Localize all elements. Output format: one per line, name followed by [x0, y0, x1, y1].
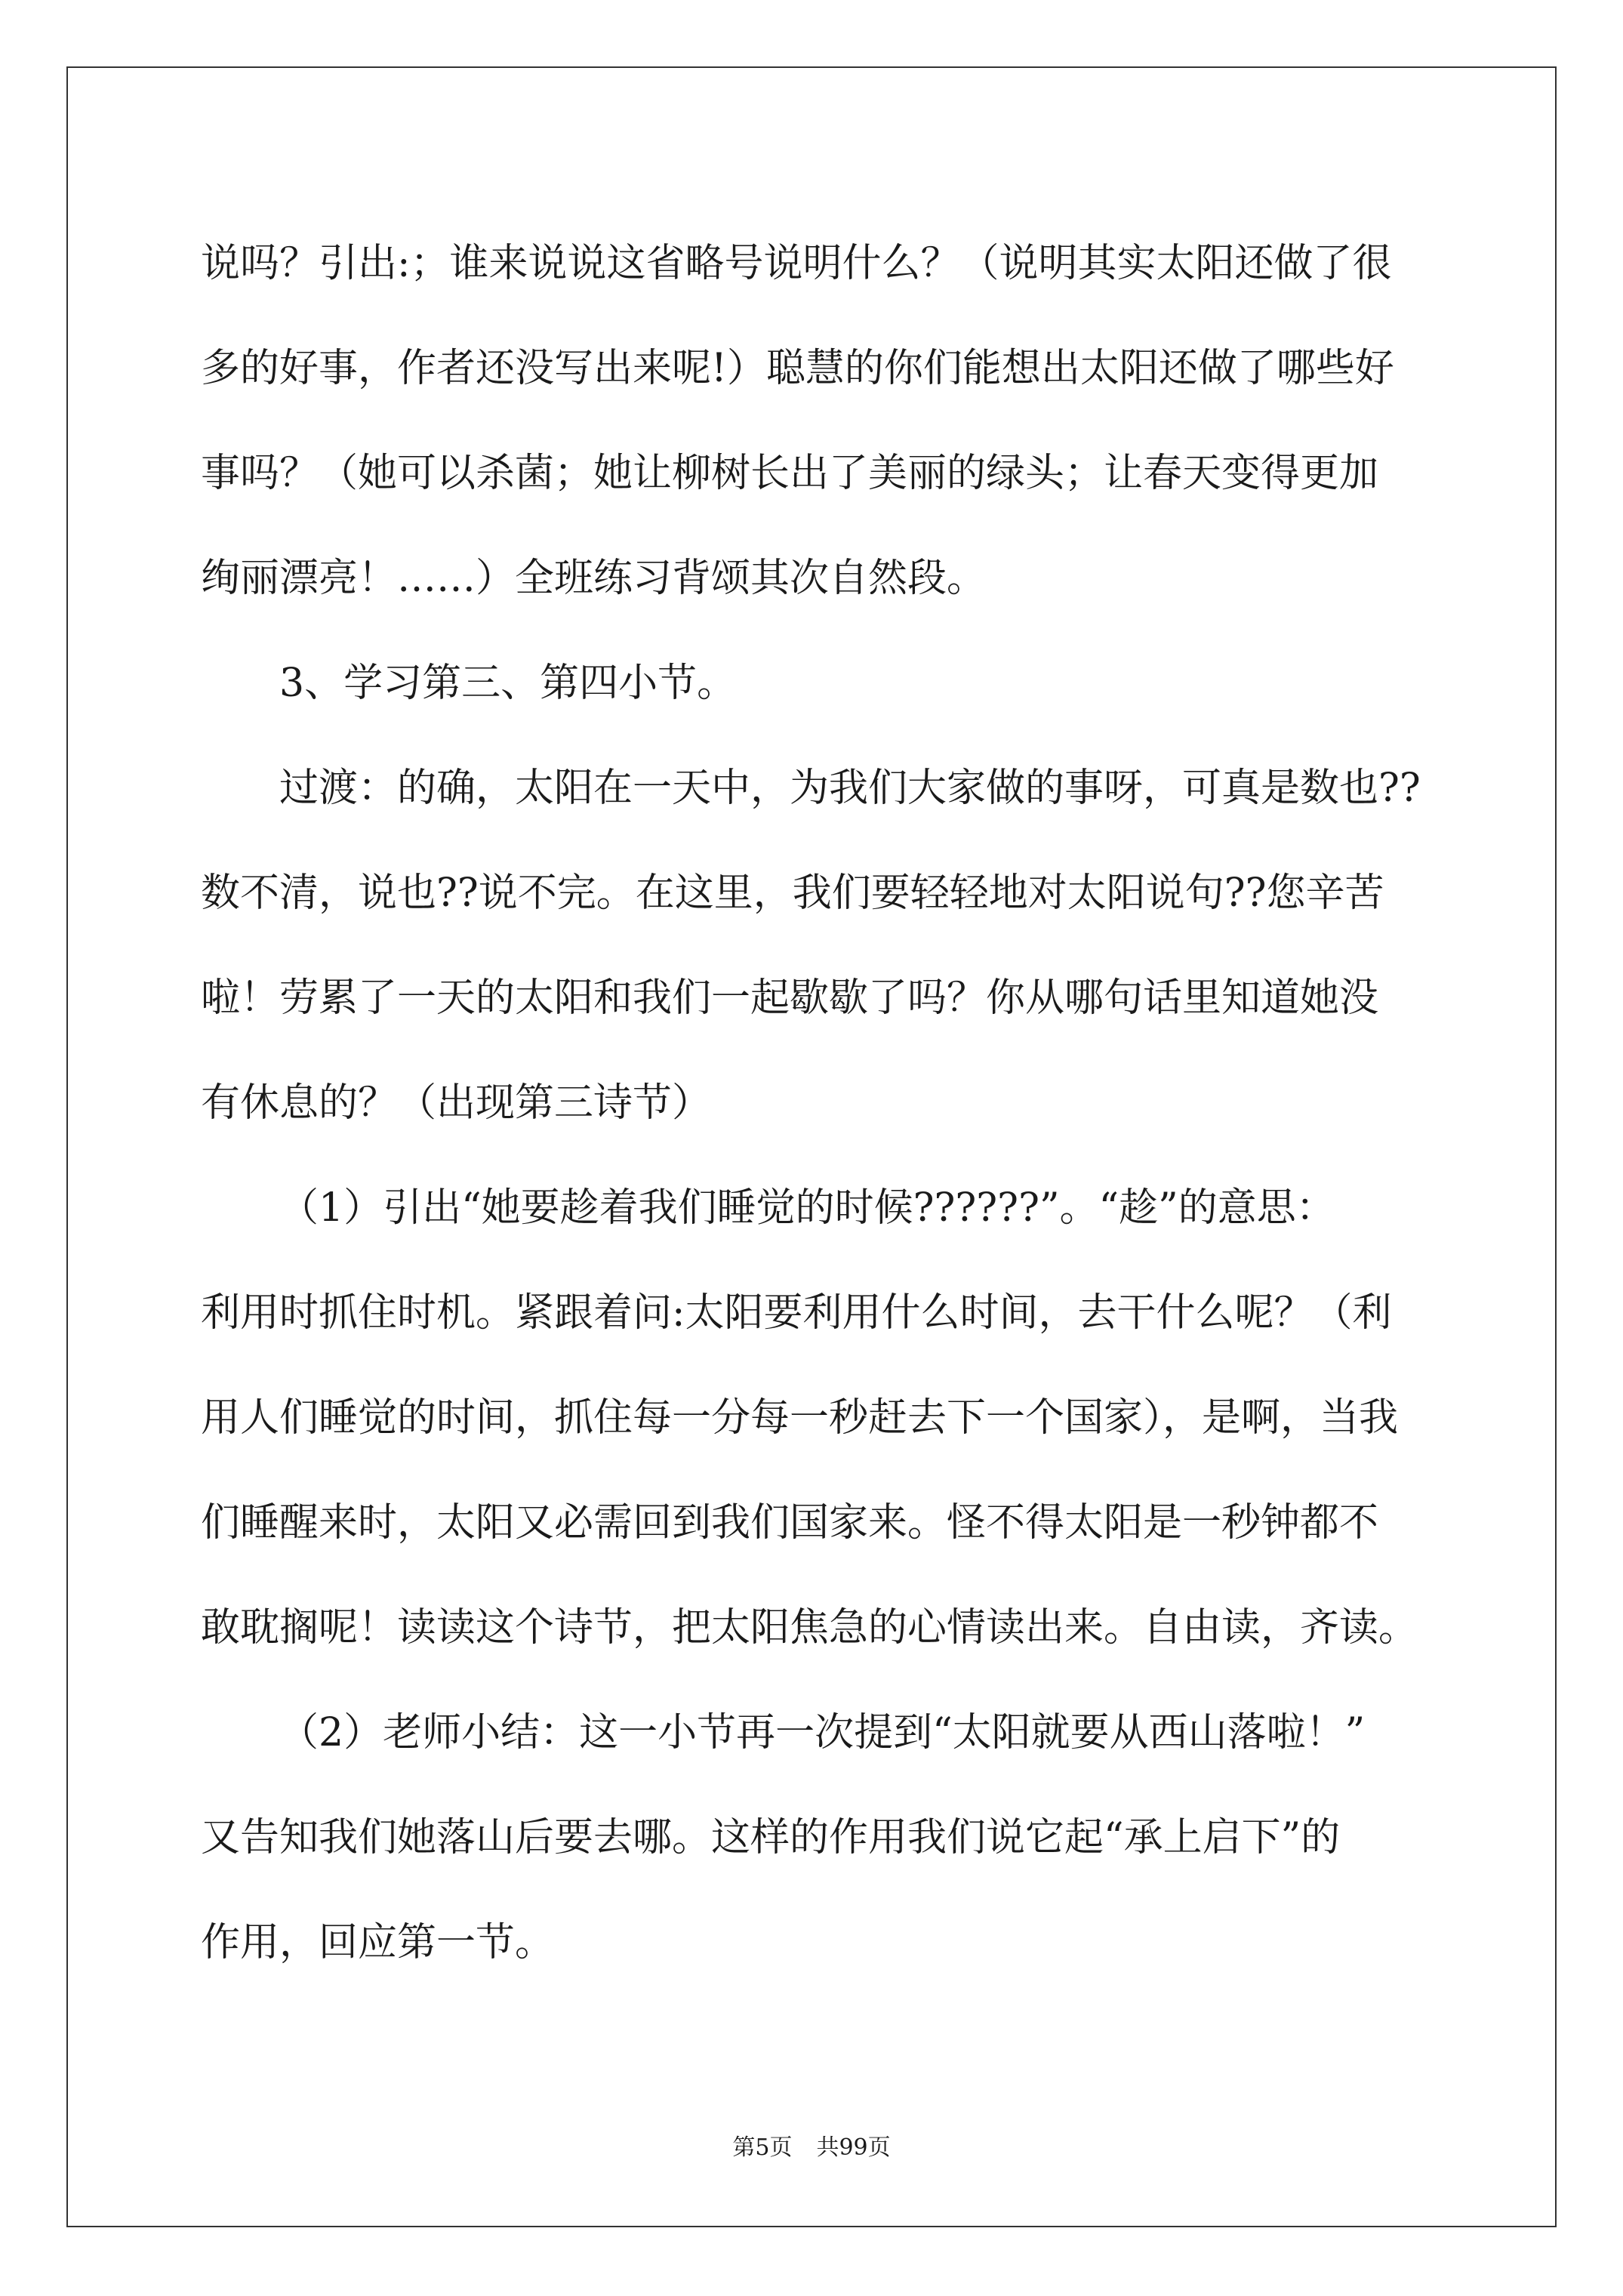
- text-line: 利用时抓住时机。紧跟着问:太阳要利用什么时间，去干什么呢？（利: [201, 1290, 1392, 1336]
- page-number-current: 第5页: [732, 2134, 793, 2161]
- section-heading: 3、学习第三、第四小节。: [279, 661, 737, 706]
- text-line: 敢耽搁呢！读读这个诗节，把太阳焦急的心情读出来。自由读，齐读。: [201, 1605, 1418, 1650]
- text-line: 们睡醒来时，太阳又必需回到我们国家来。怪不得太阳是一秒钟都不: [201, 1500, 1379, 1546]
- text-line: （2）老师小结：这一小节再一次提到“太阳就要从西山落啦！”: [279, 1710, 1366, 1755]
- text-line: 作用，回应第一节。: [201, 1920, 555, 1965]
- text-line: 啦！劳累了一天的太阳和我们一起歇歇了吗？你从哪句话里知道她没: [201, 975, 1379, 1021]
- text-line: 过渡：的确，太阳在一天中，为我们大家做的事呀，可真是数也??: [279, 766, 1421, 811]
- text-line: 多的好事，作者还没写出来呢!）聪慧的你们能想出太阳还做了哪些好: [201, 346, 1394, 391]
- text-line: 又告知我们她落山后要去哪。这样的作用我们说它起“承上启下”的: [201, 1815, 1341, 1860]
- document-body: [201, 211, 1469, 1996]
- text-line: 事吗？（她可以杀菌；她让柳树长出了美丽的绿头；让春天变得更加: [201, 451, 1379, 496]
- text-line: 数不清，说也??说不完。在这里，我们要轻轻地对太阳说句??您辛苦: [201, 871, 1384, 916]
- page-footer: [0, 2133, 1623, 2163]
- text-line: 绚丽漂亮！……）全班练习背颂其次自然段。: [201, 556, 987, 601]
- text-line: （1）引出“她要趁着我们睡觉的时候??????”。“趁”的意思：: [279, 1185, 1335, 1231]
- text-line: 用人们睡觉的时间，抓住每一分每一秒赶去下一个国家），是啊，当我: [201, 1395, 1399, 1441]
- text-line: 有休息的？（出现第三诗节）: [201, 1080, 712, 1126]
- text-line: 说吗？引出:；谁来说说这省略号说明什么？（说明其实太阳还做了很: [201, 241, 1392, 286]
- page-number-total: 共99页: [816, 2134, 891, 2161]
